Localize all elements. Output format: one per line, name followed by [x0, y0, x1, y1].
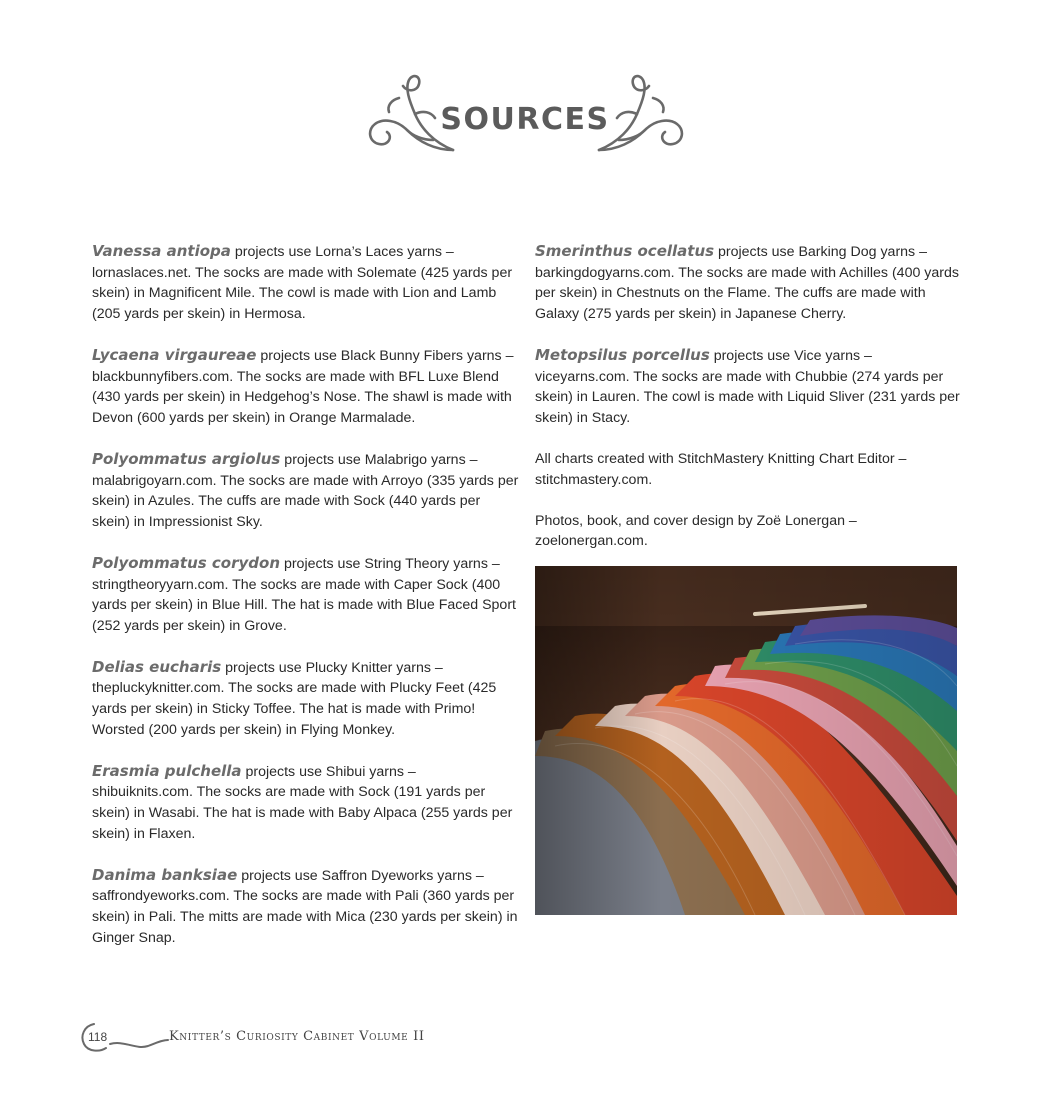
credit-entry [535, 449, 960, 490]
source-entry [92, 865, 520, 948]
yarn-skeins-photo [535, 566, 957, 915]
species-name: Metopsilus porcellus [535, 345, 710, 364]
species-name: Danima banksiae [92, 865, 238, 884]
left-column [92, 241, 520, 969]
species-name: Polyommatus argiolus [92, 449, 281, 468]
right-column [535, 241, 960, 573]
entry-text: projects use Saffron Dyeworks yarns – saffrondyeworks.com. The socks are made with Pali (360 yards per skein) in Pali. The mitts are made with Mica (230 yards per skein) in Ginger Snap. [92, 867, 518, 946]
entry-text: projects use Vice yarns – viceyarns.com. The socks are made with Chubbie (274 yards per skein) in Lauren. The cowl is made with Liquid Sliver (231 yards per skein) in Stacy. [535, 347, 960, 426]
entry-text: projects use Shibui yarns – shibuiknits.com. The socks are made with Sock (191 yards per skein) in Wasabi. The hat is made with Baby Alpaca (255 yards per skein) in Flaxen. [92, 763, 513, 842]
species-name: Vanessa antiopa [92, 242, 231, 260]
entry-text: projects use Barking Dog yarns – barkingdogyarns.com. The socks are made with Achilles (400 yards per skein) in Chestnuts on the Flame. The cuffs are made with Galaxy (275 yards per skein) in Japanese Cherry. [535, 244, 959, 322]
source-entry [92, 345, 520, 428]
source-entry [535, 345, 960, 428]
entry-text: All charts created with StitchMastery Knitting Chart Editor – stitchmastery.com. [535, 450, 907, 488]
entry-text: projects use Plucky Knitter yarns – thepluckyknitter.com. The socks are made with Plucky Feet (425 yards per skein) in Sticky Toffee. The hat is made with Primo! Worsted (200 yards per skein) in Flying Monkey. [92, 659, 497, 738]
page-title: SOURCES [440, 102, 610, 137]
entry-text: projects use String Theory yarns – stringtheoryyarn.com. The socks are made with Caper Sock (400 yards per skein) in Blue Hill. The hat is made with Blue Faced Sport (252 yards per skein) in Grove. [92, 555, 516, 634]
entry-text: projects use Lorna’s Laces yarns – lornaslaces.net. The socks are made with Solemate (425 yards per skein) in Magnificent Mile. The cowl is made with Lion and Lamb (205 yards per skein) in Hermosa. [92, 244, 513, 322]
yarn-photo-illustration [535, 566, 957, 915]
credit-entry [535, 511, 960, 552]
source-entry [535, 241, 960, 324]
source-entry [92, 553, 520, 636]
entry-text: Photos, book, and cover design by Zoë Lonergan – zoelonergan.com. [535, 512, 857, 550]
source-entry [92, 449, 520, 532]
source-entry [92, 657, 520, 740]
species-name: Smerinthus ocellatus [535, 242, 715, 260]
source-entry [92, 761, 520, 844]
species-name: Delias eucharis [92, 657, 222, 676]
entry-text: projects use Malabrigo yarns – malabrigoyarn.com. The socks are made with Arroyo (335 yards per skein) in Azules. The cuffs are made with Sock (440 yards per skein) in Impressionist Sky. [92, 451, 519, 530]
flourish-right-ornament [597, 70, 689, 160]
page-number: 118 [88, 1030, 108, 1044]
book-title: Knitter’s Curiosity Cabinet Volume II [169, 1029, 425, 1044]
species-name: Erasmia pulchella [92, 761, 242, 780]
species-name: Lycaena virgaureae [92, 345, 257, 364]
source-entry [92, 241, 520, 324]
species-name: Polyommatus corydon [92, 553, 280, 572]
page-header [0, 70, 1050, 165]
entry-text: projects use Black Bunny Fibers yarns – blackbunnyfibers.com. The socks are made with BFL Luxe Blend (430 yards per skein) in Hedgehog’s Nose. The shawl is made with Devon (600 yards per skein) in Orange Marmalade. [92, 347, 514, 426]
page-footer [80, 1018, 500, 1058]
